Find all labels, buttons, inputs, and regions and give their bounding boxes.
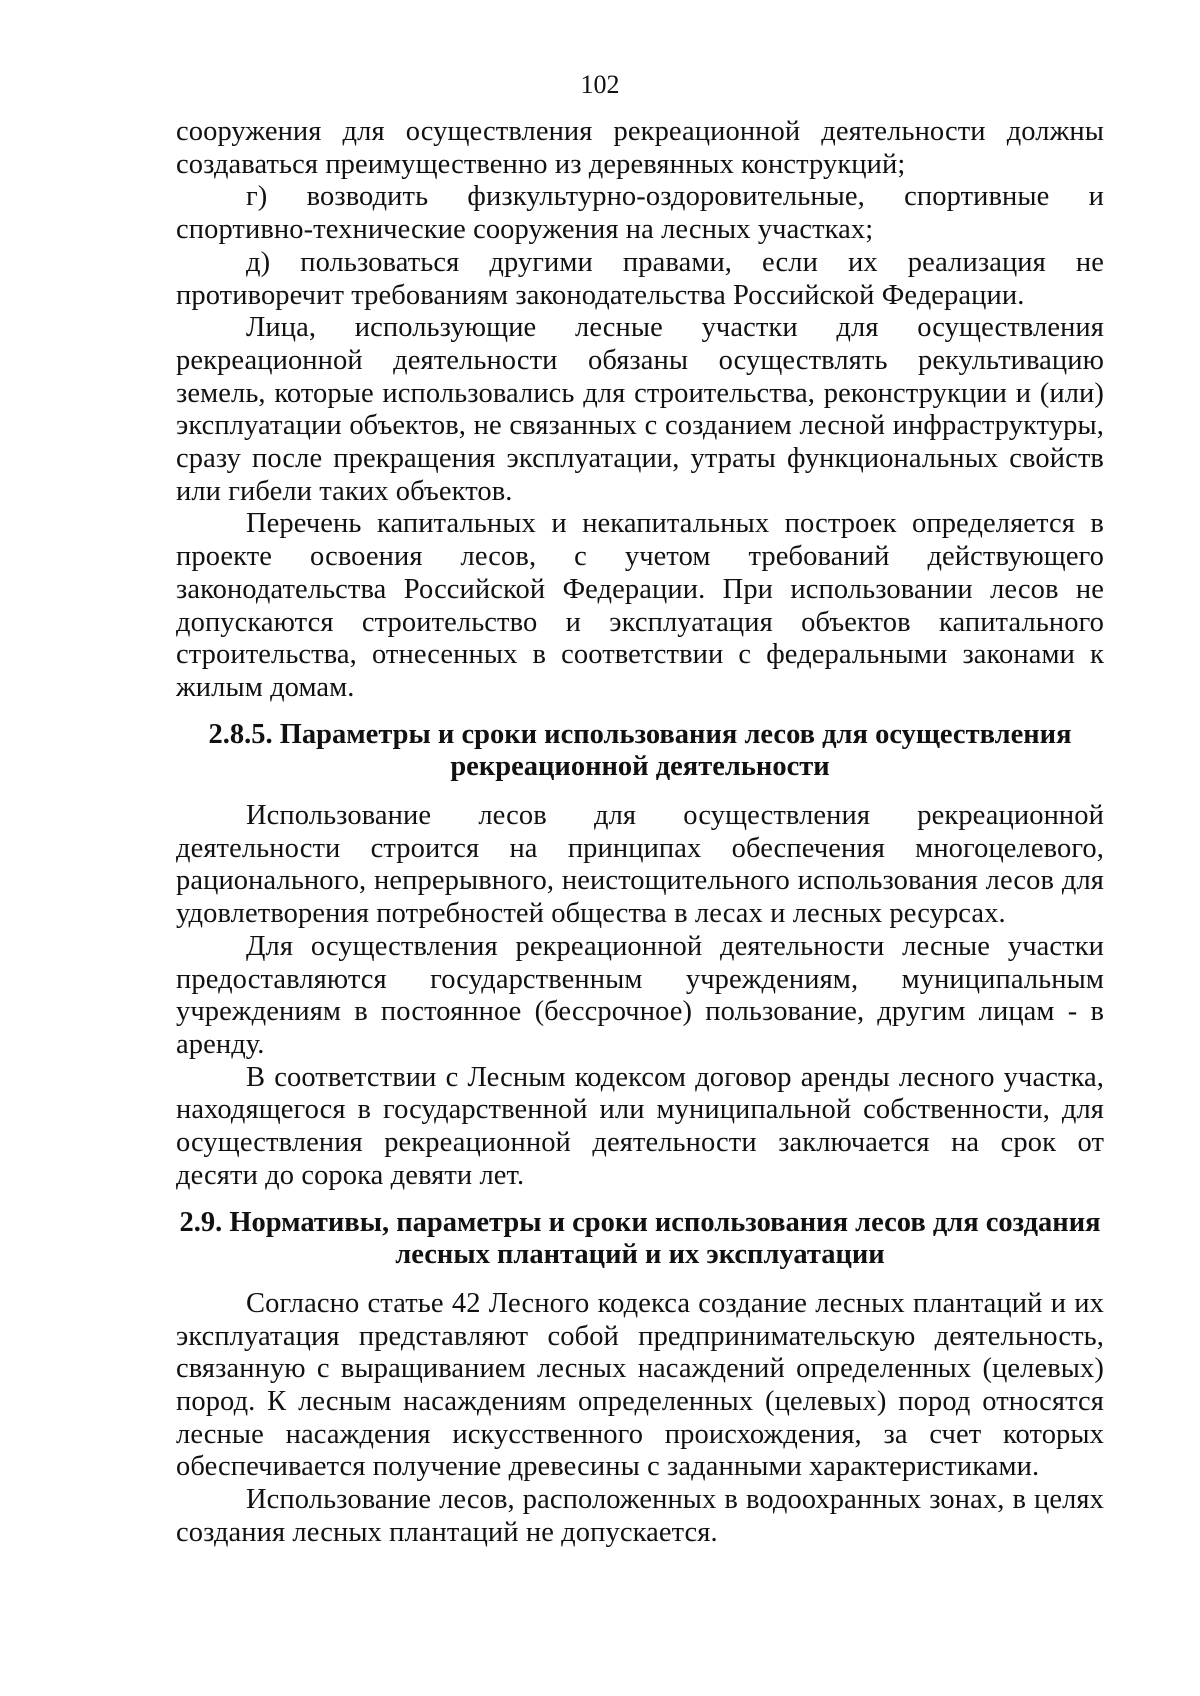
paragraph: Использование лесов для осуществления рекреационной деятельности строится на принципах обеспечения многоцелевого, рационального, непрерывного, неистощительного использования лесов для удовлетворения потребностей общества в лесах и лесных ресурсах.	[176, 800, 1104, 930]
paragraph: Согласно статье 42 Лесного кодекса создание лесных плантаций и их эксплуатация представляют собой предпринимательскую деятельность, связанную с выращиванием лесных насаждений определенных (целевых) пород. К лесным насаждениям определенных (целевых) пород относятся лесные насаждения искусственного происхождения, за счет которых обеспечивается получение древесины с заданными характеристиками.	[176, 1287, 1104, 1483]
paragraph: В соответствии с Лесным кодексом договор аренды лесного участка, находящегося в государственной или муниципальной собственности, для осуществления рекреационной деятельности заключается на срок от десяти до сорока девяти лет.	[176, 1061, 1104, 1191]
section-heading-line: 2.8.5. Параметры и сроки использования лесов для осуществления	[208, 718, 1072, 750]
page-number: 102	[580, 70, 620, 99]
document-body	[176, 116, 1104, 1550]
paragraph: Перечень капитальных и некапитальных построек определяется в проекте освоения лесов, с учетом требований действующего законодательства Российской Федерации. При использовании лесов не допускаются строительство и эксплуатация объектов капитального строительства, отнесенных в соответствии с федеральными законами к жилым домам.	[176, 508, 1104, 703]
paragraph: д) пользоваться другими правами, если их реализация не противоречит требованиям законодательства Российской Федерации.	[176, 246, 1104, 311]
paragraph: Использование лесов, расположенных в водоохранных зонах, в целях создания лесных плантаций не допускается.	[176, 1484, 1104, 1548]
section-heading-2-9	[176, 1207, 1104, 1272]
paragraph: Лица, использующие лесные участки для осуществления рекреационной деятельности обязаны осуществлять рекультивацию земель, которые использовались для строительства, реконструкции и (или) эксплуатации объектов, не связанных с созданием лесной инфраструктуры, сразу после прекращения эксплуатации, утраты функциональных свойств или гибели таких объектов.	[176, 312, 1104, 507]
paragraph: сооружения для осуществления рекреационной деятельности должны создаваться преимущественно из деревянных конструкций;	[176, 116, 1104, 180]
section-heading-line: 2.9. Нормативы, параметры и сроки использования лесов для создания	[179, 1206, 1101, 1238]
section-heading-2-8-5	[176, 719, 1104, 784]
paragraph: г) возводить физкультурно-оздоровительные, спортивные и спортивно-технические сооружения на лесных участках;	[176, 181, 1104, 246]
section-heading-line: лесных плантаций и их эксплуатации	[395, 1239, 885, 1271]
section-heading-line: рекреационной деятельности	[450, 751, 830, 783]
paragraph: Для осуществления рекреационной деятельности лесные участки предоставляются государственным учреждениям, муниципальным учреждениям в постоянное (бессрочное) пользование, другим лицам - в аренду.	[176, 930, 1104, 1060]
